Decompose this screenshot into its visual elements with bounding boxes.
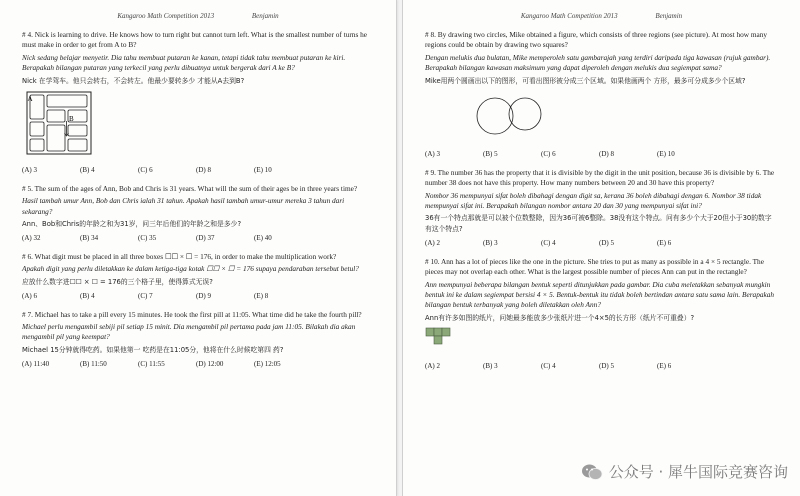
question-text-en: Michael has to take a pill every 15 minutes. He took the first pill at 11:05. What time did he take the fourth pill?	[34, 309, 362, 319]
question-text-zh: 应放什么数字进☐☐ × ☐ = 176的三个格子里，使得算式无误?	[22, 277, 213, 286]
option: (D) 9	[196, 292, 211, 301]
option: (C) 6	[541, 150, 556, 159]
question-text-en: Ann has a lot of pieces like the one in the picture. She tries to put as many as possible in a 4 × 5 rectangle. The pieces may not overlap each other. What is the largest possible number of pieces Ann can put in the rectangle?	[425, 256, 764, 277]
question-number: # 6.	[22, 251, 33, 261]
question-text-zh: Michael 15分钟就得吃药。如果他第一 吃药是在11:05分，他将在什么时候吃第四 药?	[22, 345, 284, 354]
option: (D) 37	[196, 234, 215, 243]
option: (E) 8	[254, 292, 269, 301]
question-text-en: By drawing two circles, Mike obtained a figure, which consists of three regions (see picture). At most how many regions could be obtain by drawing two squares?	[425, 30, 768, 50]
header-title: Kangaroo Math Competition 2013	[520, 12, 618, 20]
question-text-en: What digit must be placed in all three boxes ☐☐ × ☐ = 176, in order to make the multiplication work?	[34, 251, 337, 261]
tetromino-piece-figure	[425, 327, 459, 349]
option: (B) 4	[80, 166, 95, 175]
header-level: Benjamin	[655, 12, 683, 20]
option: (B) 4	[80, 292, 95, 301]
option: (C) 4	[541, 361, 556, 370]
header-level: Benjamin	[251, 12, 279, 20]
question-number: # 9.	[425, 167, 436, 177]
question-text-zh: 36有一个特点那就是可以被个位数整除，因为36可被6整除。38没有这个特点。问有多少个大于20但小于30的数字有这个特点?	[425, 214, 772, 233]
option: (A) 6	[22, 292, 37, 301]
option: (D) 5	[599, 239, 614, 248]
question-text-zh: Ann有许多如图的纸片，问她最多能放多少张纸片进一个4×5的长方形（纸片不可重叠）?	[425, 313, 695, 322]
page-header	[425, 12, 778, 20]
option: (C) 35	[138, 234, 157, 243]
question-7	[22, 310, 374, 370]
question-text-id: Nick sedang belajar menyetir. Dia tahu membuat putaran ke kanan, tetapi tidak tahu membuat putaran ke kiri. Berapakah bilangan putaran yang terkecil yang perlu dibuatnya untuk bergerak dari A ke B?	[22, 52, 346, 73]
question-9	[425, 168, 778, 249]
option: (E) 12:05	[254, 360, 281, 369]
question-number: # 4.	[22, 30, 33, 39]
option: (B) 34	[80, 234, 99, 243]
header-title: Kangaroo Math Competition 2013	[117, 12, 215, 20]
question-text-en: The number 36 has the property that it is divisible by the digit in the unit position, because 36 is divisible by 6. The number 38 does not have this property. How many numbers between 20 and 30 have this property?	[425, 167, 775, 188]
question-text-zh: Nick 在学驾车。他只会转右，不会转左。他最少要转多少 才能从A去到B?	[22, 76, 245, 85]
answer-options	[425, 238, 778, 248]
question-text-en: The sum of the ages of Ann, Bob and Chris is 31 years. What will the sum of their ages be in three years time?	[34, 183, 358, 193]
left-page	[0, 0, 397, 496]
answer-options	[22, 165, 374, 175]
watermark	[581, 461, 788, 482]
option: (C) 11:55	[138, 360, 165, 369]
question-number: # 7.	[22, 309, 33, 319]
option: (C) 6	[138, 166, 153, 175]
question-6	[22, 252, 374, 302]
question-text-id: Ann mempunyai beberapa bilangan bentuk seperti ditunjukkan pada gambar. Dia cuba meletakkan sebanyak mungkin bentuk ini ke dalam segiempat bersisi 4 × 5. Bentuk-bentuk itu tidak boleh bertindan antara satu sama lain. Berapakah bilangan bentuk terbanyak yang boleh diletakkan oleh Ann?	[425, 279, 775, 310]
question-text-id: Hasil tambah umur Ann, Bob dan Chris ialah 31 tahun. Apakah hasil tambah umur-umur mereka 3 tahun dari sekarang?	[22, 196, 345, 216]
option: (B) 3	[483, 361, 498, 370]
question-text-zh: Ann、Bob和Chris的年龄之和为31岁，问三年后他们的年龄之和是多少?	[22, 220, 242, 229]
option: (A) 32	[22, 234, 41, 243]
option: (A) 2	[425, 239, 440, 248]
option: (D) 8	[599, 150, 614, 159]
question-text-id: Apakah digit yang perlu diletakkan ke dalam ketiga-tiga kotak ☐☐ × ☐ = 176 supaya pendaraban tersebut betul?	[22, 264, 359, 274]
option: (E) 40	[254, 234, 272, 243]
label-a: A	[27, 95, 33, 104]
option: (B) 11:50	[80, 360, 107, 369]
answer-options	[425, 361, 778, 371]
answer-options	[22, 359, 374, 369]
answer-options	[425, 149, 778, 159]
question-text-id: Michael perlu mengambil sebiji pil setiap 15 minit. Dia mengambil pil pertama pada jam 11:05. Bilakah dia akan mengambil pil yang keempat?	[22, 321, 356, 342]
option: (E) 6	[657, 239, 672, 248]
label-b: B	[69, 115, 74, 124]
option: (E) 10	[254, 166, 272, 175]
option: (D) 12:00	[196, 360, 224, 369]
option: (C) 4	[541, 239, 556, 248]
option: (B) 5	[483, 150, 498, 159]
question-4	[22, 30, 374, 176]
question-number: # 5.	[22, 183, 33, 193]
question-text-id: Nombor 36 mempunyai sifat boleh dibahagi dengan digit sa, kerana 36 boleh dibahagi dengan 6. Nombor 38 tidak mempunyai sifat ini. Berapakah bilangan nombor antara 20 dan 30 yang mempunyai sifat ini?	[425, 190, 762, 211]
option: (B) 3	[483, 239, 498, 248]
right-page	[402, 0, 800, 496]
question-text-zh: Mike用两个圆画出以下的图形，可看出图形被分成三个区域。如果他画两个 方形，最多可分成多少个区域?	[425, 76, 746, 85]
question-number: # 10.	[425, 256, 440, 266]
two-circles-figure	[473, 96, 549, 136]
option: (A) 11:40	[22, 360, 50, 369]
question-text-id: Dengan melukis dua bulatan, Mike memperoleh satu gambarajah yang terdiri daripada tiga kawasan (rujuk gambar). Berapakah bilangan kawasan maksimum yang dapat diperoleh dengan melukis dua segiempat sama?	[425, 52, 771, 73]
option: (D) 8	[196, 166, 211, 175]
answer-options	[22, 233, 374, 243]
option: (C) 7	[138, 292, 153, 301]
watermark-text: 公众号 · 犀牛国际竞赛咨询	[608, 463, 788, 481]
question-5	[22, 184, 374, 244]
option: (A) 3	[22, 166, 37, 175]
option: (A) 3	[425, 150, 440, 159]
option: (A) 2	[425, 361, 440, 370]
question-text-en: Nick is learning to drive. He knows how to turn right but cannot turn left. What is the smallest number of turns he must make in order to get from A to B?	[22, 30, 367, 50]
option: (E) 10	[657, 150, 675, 159]
question-10	[425, 257, 778, 371]
option: (E) 6	[657, 361, 672, 370]
question-number: # 8.	[425, 30, 436, 39]
question-8	[425, 30, 778, 160]
page-header	[22, 12, 374, 20]
wechat-icon	[581, 463, 603, 481]
option: (D) 5	[599, 361, 614, 370]
answer-options	[22, 291, 374, 301]
street-grid-figure	[26, 91, 92, 155]
